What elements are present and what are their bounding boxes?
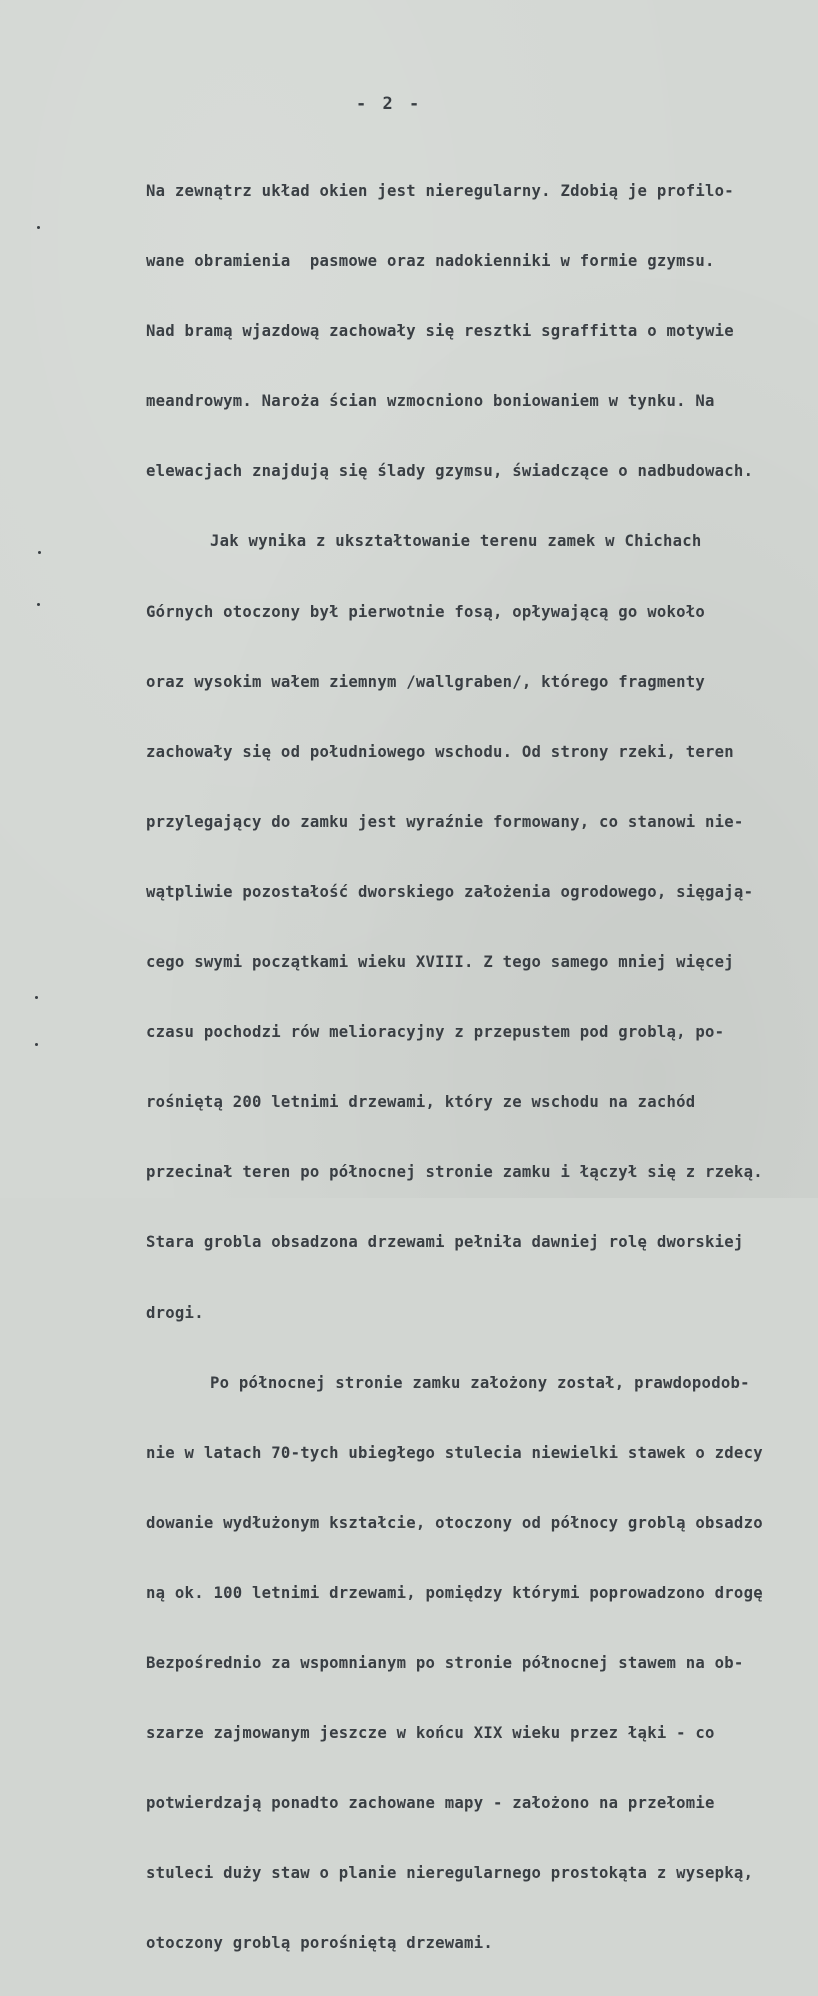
text-line: Na zewnątrz układ okien jest nieregularny. Zdobią je profilo-	[146, 182, 734, 200]
text-line: wane obramienia pasmowe oraz nadokienniki w formie gzymsu.	[146, 252, 715, 271]
text-line: oraz wysokim wałem ziemnym /wallgraben/, którego fragmenty	[146, 672, 706, 691]
text-line: cego swymi początkami wieku XVIII. Z tego samego mniej więcej	[146, 953, 734, 972]
margin-speck	[35, 996, 38, 999]
margin-speck	[37, 226, 40, 229]
text-line: Bezpośrednio za wspomnianym po stronie północnej stawem na ob-	[146, 1653, 744, 1672]
text-line: Stara grobla obsadzona drzewami pełniła dawniej rolę dworskiej	[146, 1233, 744, 1252]
margin-speck	[35, 1043, 38, 1046]
text-line: Nad bramą wjazdową zachowały się resztki sgraffitta o motywie	[146, 322, 734, 341]
text-line: przylegający do zamku jest wyraźnie formowany, co stanowi nie-	[146, 812, 744, 831]
margin-speck	[38, 551, 41, 554]
text-line: wątpliwie pozostałość dworskiego założenia ogrodowego, sięgają-	[146, 882, 754, 901]
text-line: dowanie wydłużonym kształcie, otoczony od północy groblą obsadzo	[146, 1513, 763, 1532]
text-line: zachowały się od południowego wschodu. Od strony rzeki, teren	[146, 742, 734, 761]
text-line: otoczony groblą porośniętą drzewami.	[146, 1934, 493, 1953]
page-number: - 2 -	[356, 94, 423, 114]
text-line: rośniętą 200 letnimi drzewami, który ze wschodu na zachód	[146, 1093, 696, 1112]
paragraph-start-line: Jak wynika z ukształtowanie terenu zamek w Chichach	[210, 532, 702, 551]
text-line: drogi.	[146, 1303, 204, 1322]
text-line: nie w latach 70-tych ubiegłego stulecia niewielki stawek o zdecy	[146, 1443, 763, 1462]
text-line: stuleci duży staw o planie nieregularnego prostokąta z wysepką,	[146, 1864, 754, 1883]
text-line: przecinał teren po północnej stronie zamku i łączył się z rzeką.	[146, 1163, 763, 1182]
margin-speck	[37, 603, 40, 606]
text-line: potwierdzają ponadto zachowane mapy - założono na przełomie	[146, 1794, 715, 1813]
text-line: meandrowym. Naroża ścian wzmocniono boniowaniem w tynku. Na	[146, 392, 715, 411]
text-line: ną ok. 100 letnimi drzewami, pomiędzy którymi poprowadzono drogę	[146, 1583, 763, 1602]
body-text	[146, 138, 818, 1996]
text-line: elewacjach znajdują się ślady gzymsu, świadczące o nadbudowach.	[146, 462, 754, 481]
text-line: Górnych otoczony był pierwotnie fosą, opływającą go wokoło	[146, 602, 706, 621]
paragraph-start-line: Po północnej stronie zamku założony został, prawdopodob-	[210, 1373, 750, 1392]
text-line: czasu pochodzi rów melioracyjny z przepustem pod groblą, po-	[146, 1023, 725, 1042]
text-line: szarze zajmowanym jeszcze w końcu XIX wieku przez łąki - co	[146, 1724, 715, 1743]
